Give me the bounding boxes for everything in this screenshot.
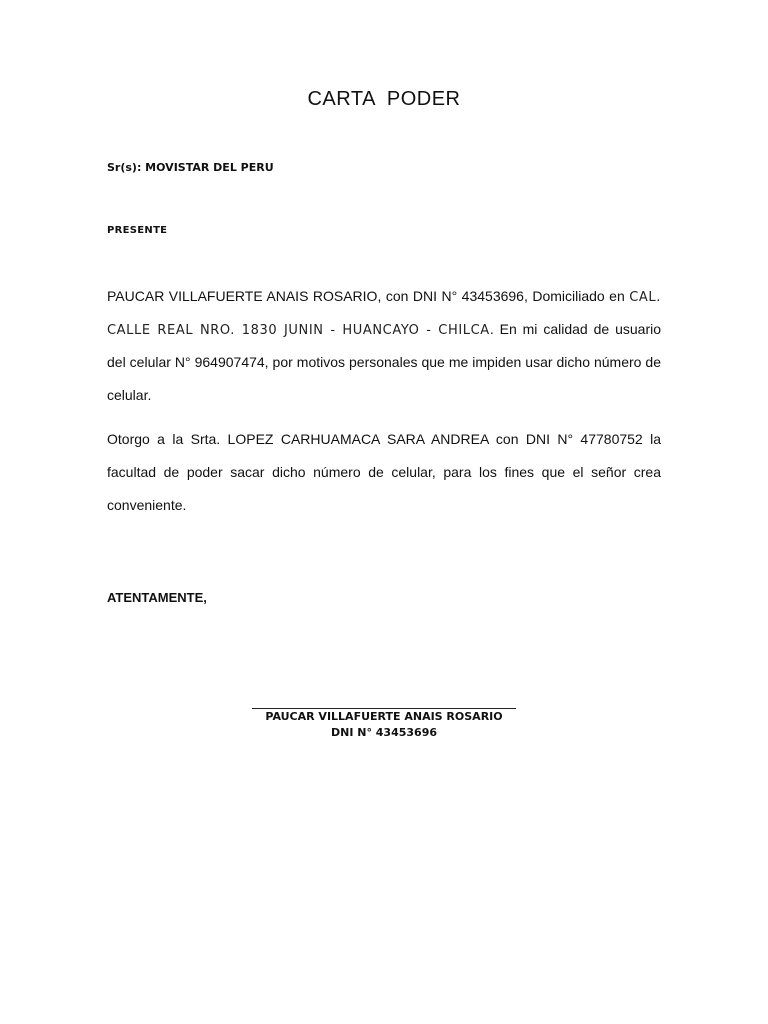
signature-dni: DNI N° 43453696 (330, 726, 438, 739)
paragraph1-line3: del celular N° 964907474, por motivos personales que me impiden usar dicho número de (107, 354, 661, 370)
paragraph1-line4: celular. (107, 387, 152, 403)
paragraph-authorization (107, 280, 661, 412)
paragraph1-line2-text: . En mi calidad de usuario (489, 321, 662, 337)
paragraph2-line3: conveniente. (107, 497, 187, 513)
paragraph1-line1 (107, 280, 661, 313)
document-title: CARTA PODER (307, 88, 461, 110)
paragraph1-line2 (107, 313, 661, 346)
paragraph2-line1: Otorgo a la Srta. LOPEZ CARHUAMACA SARA ANDREA con DNI N° 47780752 la (107, 431, 661, 447)
salutation: Sr(s): MOVISTAR DEL PERU (107, 161, 274, 174)
presente-label: PRESENTE (107, 225, 168, 236)
paragraph1-line1-text: PAUCAR VILLAFUERTE ANAIS ROSARIO, con DNI N° 43453696, Domiciliado en (107, 288, 630, 304)
address-text: CALLE REAL NRO. 1830 JUNIN - HUANCAYO - CHILCA (107, 323, 490, 338)
signature-name: PAUCAR VILLAFUERTE ANAIS ROSARIO (265, 710, 503, 723)
paragraph2-line2: facultad de poder sacar dicho número de celular, para los fines que el señor crea (107, 464, 661, 480)
signature-line (252, 708, 516, 709)
paragraph-grant (107, 423, 661, 522)
address-prefix: CAL. (629, 290, 661, 305)
closing: ATENTAMENTE, (107, 590, 207, 605)
